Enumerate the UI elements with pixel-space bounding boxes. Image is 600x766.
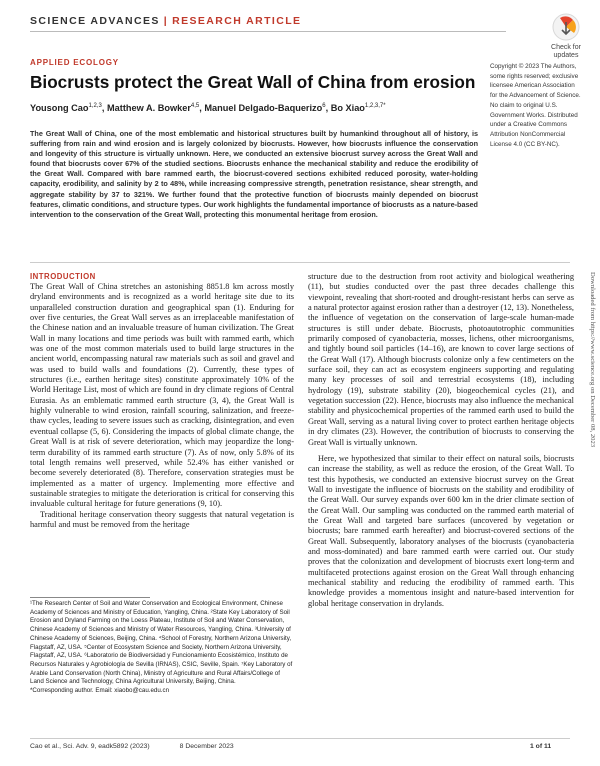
footer-citation	[30, 743, 234, 750]
author-2[interactable]: Matthew A. Bowker$^{4,5}$	[107, 103, 200, 114]
paragraph: The Great Wall of China stretches an astonishing 8851.8 km across mostly dryland environments and is recognized as a world heritage site due to its unparalleled construction duration and geographical span (1). Enduring for over five centuries, the Great Wall serves as an irreplaceable manifestation of the Chinese nation and an invaluable treasure of human civilization. The Great Wall in many locations and time periods was built with rammed earth, which was one of the most common materials used to build large structures in the ancient world, encompassing natural raw materials such as soil and gravel and was used to build walls and foundations (2). Currently, these types of structures (i.e., earthen heritage sites) constitute approximately 10% of the World Heritage List, most of which are found in dry climate regions of Central Eurasia. As an emblematic rammed earth structure (3, 4), the Great Wall is highly vulnerable to wind erosion, rainfall scouring, salinization, and freeze-thaw cycles, leading to severe issues such as cracking, disintegration, and even eventual collapse (5, 6). Considering the impacts of global climate change, the Great Wall is at risk of severe deterioration, which may jeopardize the long-term durability of its rammed earth structure (7). As of now, only 5.8% of its total length remains well preserved, while 52.4% has either vanished or become severely deteriorated (8). Therefore, conservation strategies must be implemented as a matter of urgency. Implementing more effective and sustainable strategies to mitigate the deterioration is critical for conserving this invaluable cultural heritage for future generations (9, 10).	[30, 282, 294, 509]
header-rule	[30, 31, 506, 32]
affiliations	[30, 600, 294, 696]
page-number: 1 of 11	[530, 743, 552, 750]
left-column	[30, 272, 294, 530]
journal-name: SCIENCE ADVANCES	[30, 15, 160, 27]
publication-date: 8 December 2023	[179, 743, 234, 750]
article-type: RESEARCH ARTICLE	[172, 15, 302, 27]
citation: Cao et al., Sci. Adv. 9, eadk5892 (2023)	[30, 743, 150, 750]
download-note: Downloaded from https://www.science.org on December 08, 2023	[589, 272, 596, 448]
header-separator: |	[163, 15, 169, 27]
section-label: APPLIED ECOLOGY	[30, 58, 119, 67]
author-list: Yousong Cao$^{1,2,3}$, Matthew A. Bowker$^{4,5}$, Manuel Delgado-Baquerizo$^6$, Bo Xiao$^{1,2,3,7*}$	[30, 103, 386, 114]
footer-rule	[30, 738, 570, 739]
badge-line-2: updates	[553, 52, 579, 59]
paragraph: structure due to the destruction from root activity and biological weathering (11), but studies conducted over the past three decades challenge this viewpoint, revealing that short-rooted and drought-resistant herbs can serve as a natural protector against erosion rather than a destroyer (12, 13). Nonetheless, the influence of vegetation on the conservation of large-scale human-made structures is still under debate. Biocrusts, photoautotrophic communities primarily composed of cyanobacteria, mosses, lichens, other microorganisms, and tightly bound soil particles (14–16), are known to cover large sections of the Great Wall (17). Although biocrusts colonize only a few centimeters on the surface soil, they can act as ecosystem engineers supporting and regulating many key processes of soil and terrestrial ecosystems (18), including hydrology (19), substrate stability (20), biogeochemical cycles (21), and vegetation succession (22). Hence, biocrusts may also influence the mechanical stability and physicochemical properties of the rammed earth used to build the Great Wall, serving as a natural living cover to protect earthen heritage objects in dry climates (23). However, the contribution of biocrusts to conserving the Great Wall is virtually unknown.	[308, 272, 574, 447]
author-1[interactable]: Yousong Cao$^{1,2,3}$	[30, 103, 102, 114]
check-for-updates-icon	[551, 12, 581, 42]
check-for-updates-badge[interactable]	[540, 12, 592, 60]
download-watermark	[588, 272, 598, 766]
introduction-heading: INTRODUCTION	[30, 272, 96, 281]
article-title: Biocrusts protect the Great Wall of China from erosion	[30, 72, 476, 92]
badge-line-1: Check for	[551, 44, 581, 51]
author-3[interactable]: Manuel Delgado-Baquerizo$^6$	[204, 103, 326, 114]
abstract: The Great Wall of China, one of the most emblematic and historical structures built by humankind throughout all of history, is suffering from rain and wind erosion and is largely colonized by biocrusts. However, how biocrusts influence the conservation and longevity of this structure is virtually unknown. Here, we conducted an extensive biocrust survey across the Great Wall and found that biocrusts cover 67% of the studied sections. Biocrusts enhance the mechanical stability and reduce the erodibility of the Great Wall. Compared with bare rammed earth, the biocrust-covered sections exhibited reduced porosity, water-holding capacity, erodibility, and salinity by 2 to 48%, while increasing compressive strength, penetration resistance, shear strength, and aggregate stability by 37 to 321%. We further found that the protective function of biocrusts mainly depended on biocrust features, climatic conditions, and structure types. Our work highlights the fundamental importance of biocrusts as a nature-based intervention to the conservation of the Great Wall, protecting this monumental heritage from erosion.	[30, 129, 478, 219]
abstract-divider	[30, 262, 570, 263]
paragraph: Traditional heritage conservation theory suggests that natural vegetation is harmful and must be removed from the heritage	[30, 509, 294, 529]
journal-header	[30, 15, 450, 27]
right-column	[308, 272, 574, 609]
copyright-notice: Copyright © 2023 The Authors, some rights reserved; exclusive licensee American Association for the Advancement of Science. No claim to original U.S. Government Works. Distributed under a Creative Commons Attribution NonCommercial License 4.0 (CC BY-NC).	[490, 63, 581, 148]
author-4[interactable]: Bo Xiao$^{1,2,3,7*}$	[330, 103, 386, 114]
paragraph: Here, we hypothesized that similar to their effect on natural soils, biocrusts can increase the stability, as well as reduce the erosion, of the Great Wall. To test this hypothesis, we conducted an extensive biocrust survey on the Great Wall to investigate the influence of biocrusts on the stability and erodibility of the Great Wall. Our survey expands over 600 km in the drier climate section of the Great Wall. Our sampling was conducted on the rammed earth material of the Great Wall and targeted bare surfaces (uncovered by vegetation or biocrusts; bare rammed earth hereafter) and biocrust-covered sections of the Great Wall. Subsequently, laboratory analyses of the biocrusts (cyanobacteria and moss-dominated) and bare rammed earth were carried out. Our study proves that the colonization and development of biocrusts exert long-term and multifaceted protections against erosion on the Great Wall through enhancing mechanical stability and reducing the erodibility of rammed earth. This knowledge provides a momentous insight and nature-based intervention for global heritage conservation in drylands.	[308, 453, 574, 608]
affiliations-rule	[30, 597, 150, 598]
corresponding-author: *Corresponding author. Email: xiaobo@cau.edu.cn	[30, 687, 170, 695]
affiliation-list: ¹The Research Center of Soil and Water Conservation and Ecological Environment, Chinese Academy of Sciences and Ministry of Education, Yangling, China. ²State Key Laboratory of Soil Erosion and Dryland Farming on the Loess Plateau, Institute of Soil and Water Conservation, Chinese Academy of Sciences and Ministry of Water Resources, Yangling, China. ³University of Chinese Academy of Sciences, Beijing, China. ⁴School of Forestry, Northern Arizona University, Flagstaff, AZ, USA. ⁵Center of Ecosystem Science and Society, Northern Arizona University, Flagstaff, AZ, USA. ⁶Laboratorio de Biodiversidad y Funcionamiento Ecosistémico, Instituto de Recursos Naturales y Agrobiología de Sevilla (IRNAS), CSIC, Seville, Spain. ⁷Key Laboratory of Arable Land Conservation (North China), Ministry of Agriculture and Rural Affairs/College of Land Science and Technology, China Agricultural University, Beijing, China.	[30, 600, 293, 686]
